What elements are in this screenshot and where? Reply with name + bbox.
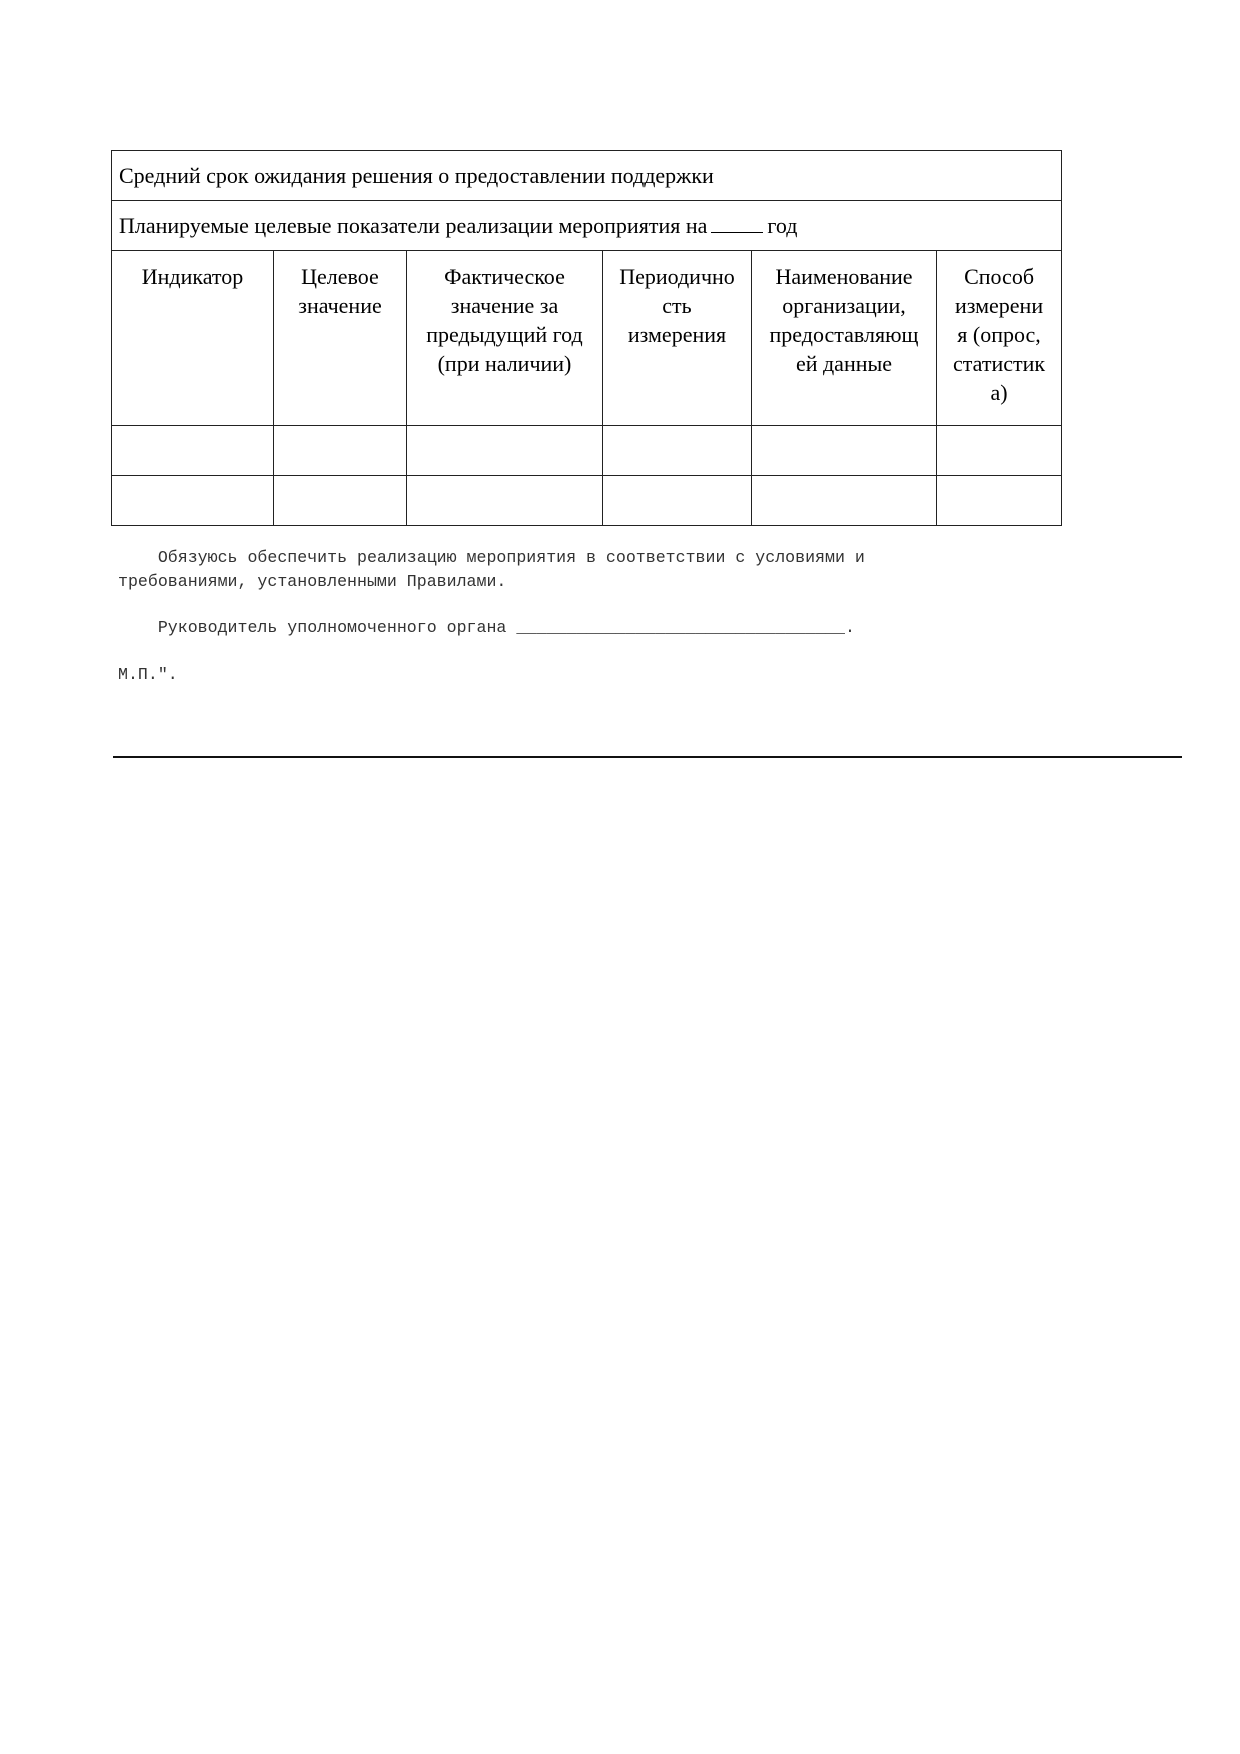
cell-periodicity[interactable]	[603, 476, 752, 526]
cell-target-value[interactable]	[274, 426, 407, 476]
header-method: Способ измерени я (опрос, статистик а)	[937, 251, 1062, 426]
header-target-value: Целевое значение	[274, 251, 407, 426]
indicators-table	[111, 150, 1062, 526]
header-indicator: Индикатор	[112, 251, 274, 426]
cell-organization[interactable]	[752, 476, 937, 526]
header-actual-value: Фактическое значение за предыдущий год (при наличии)	[407, 251, 603, 426]
signature-line	[118, 618, 855, 637]
cell-indicator[interactable]	[112, 426, 274, 476]
waiting-time-row	[112, 151, 1062, 201]
table-header-row	[112, 251, 1062, 426]
cell-organization[interactable]	[752, 426, 937, 476]
cell-method[interactable]	[937, 476, 1062, 526]
planned-indicators-row	[112, 201, 1062, 251]
cell-periodicity[interactable]	[603, 426, 752, 476]
waiting-time-cell: Средний срок ожидания решения о предоставлении поддержки	[112, 151, 1062, 201]
stamp-mark: М.П.".	[118, 665, 178, 684]
cell-actual-value[interactable]	[407, 476, 603, 526]
pledge-line-1: Обязуюсь обеспечить реализацию мероприятия в соответствии с условиями и	[118, 548, 865, 567]
header-organization: Наименование организации, предоставляющ ей данные	[752, 251, 937, 426]
footer-divider	[113, 756, 1182, 758]
header-periodicity: Периодично сть измерения	[603, 251, 752, 426]
cell-indicator[interactable]	[112, 476, 274, 526]
planned-indicators-cell	[112, 201, 1062, 251]
table-row	[112, 476, 1062, 526]
year-suffix: год	[767, 213, 798, 238]
cell-method[interactable]	[937, 426, 1062, 476]
cell-target-value[interactable]	[274, 476, 407, 526]
signature-blank-field[interactable]: _________________________________.	[516, 618, 855, 637]
pledge-line-2: требованиями, установленными Правилами.	[118, 572, 507, 591]
planned-indicators-label: Планируемые целевые показатели реализации мероприятия на	[119, 213, 708, 238]
year-blank-field[interactable]	[711, 212, 763, 233]
table-row	[112, 426, 1062, 476]
cell-actual-value[interactable]	[407, 426, 603, 476]
signature-label: Руководитель уполномоченного органа	[118, 618, 507, 637]
